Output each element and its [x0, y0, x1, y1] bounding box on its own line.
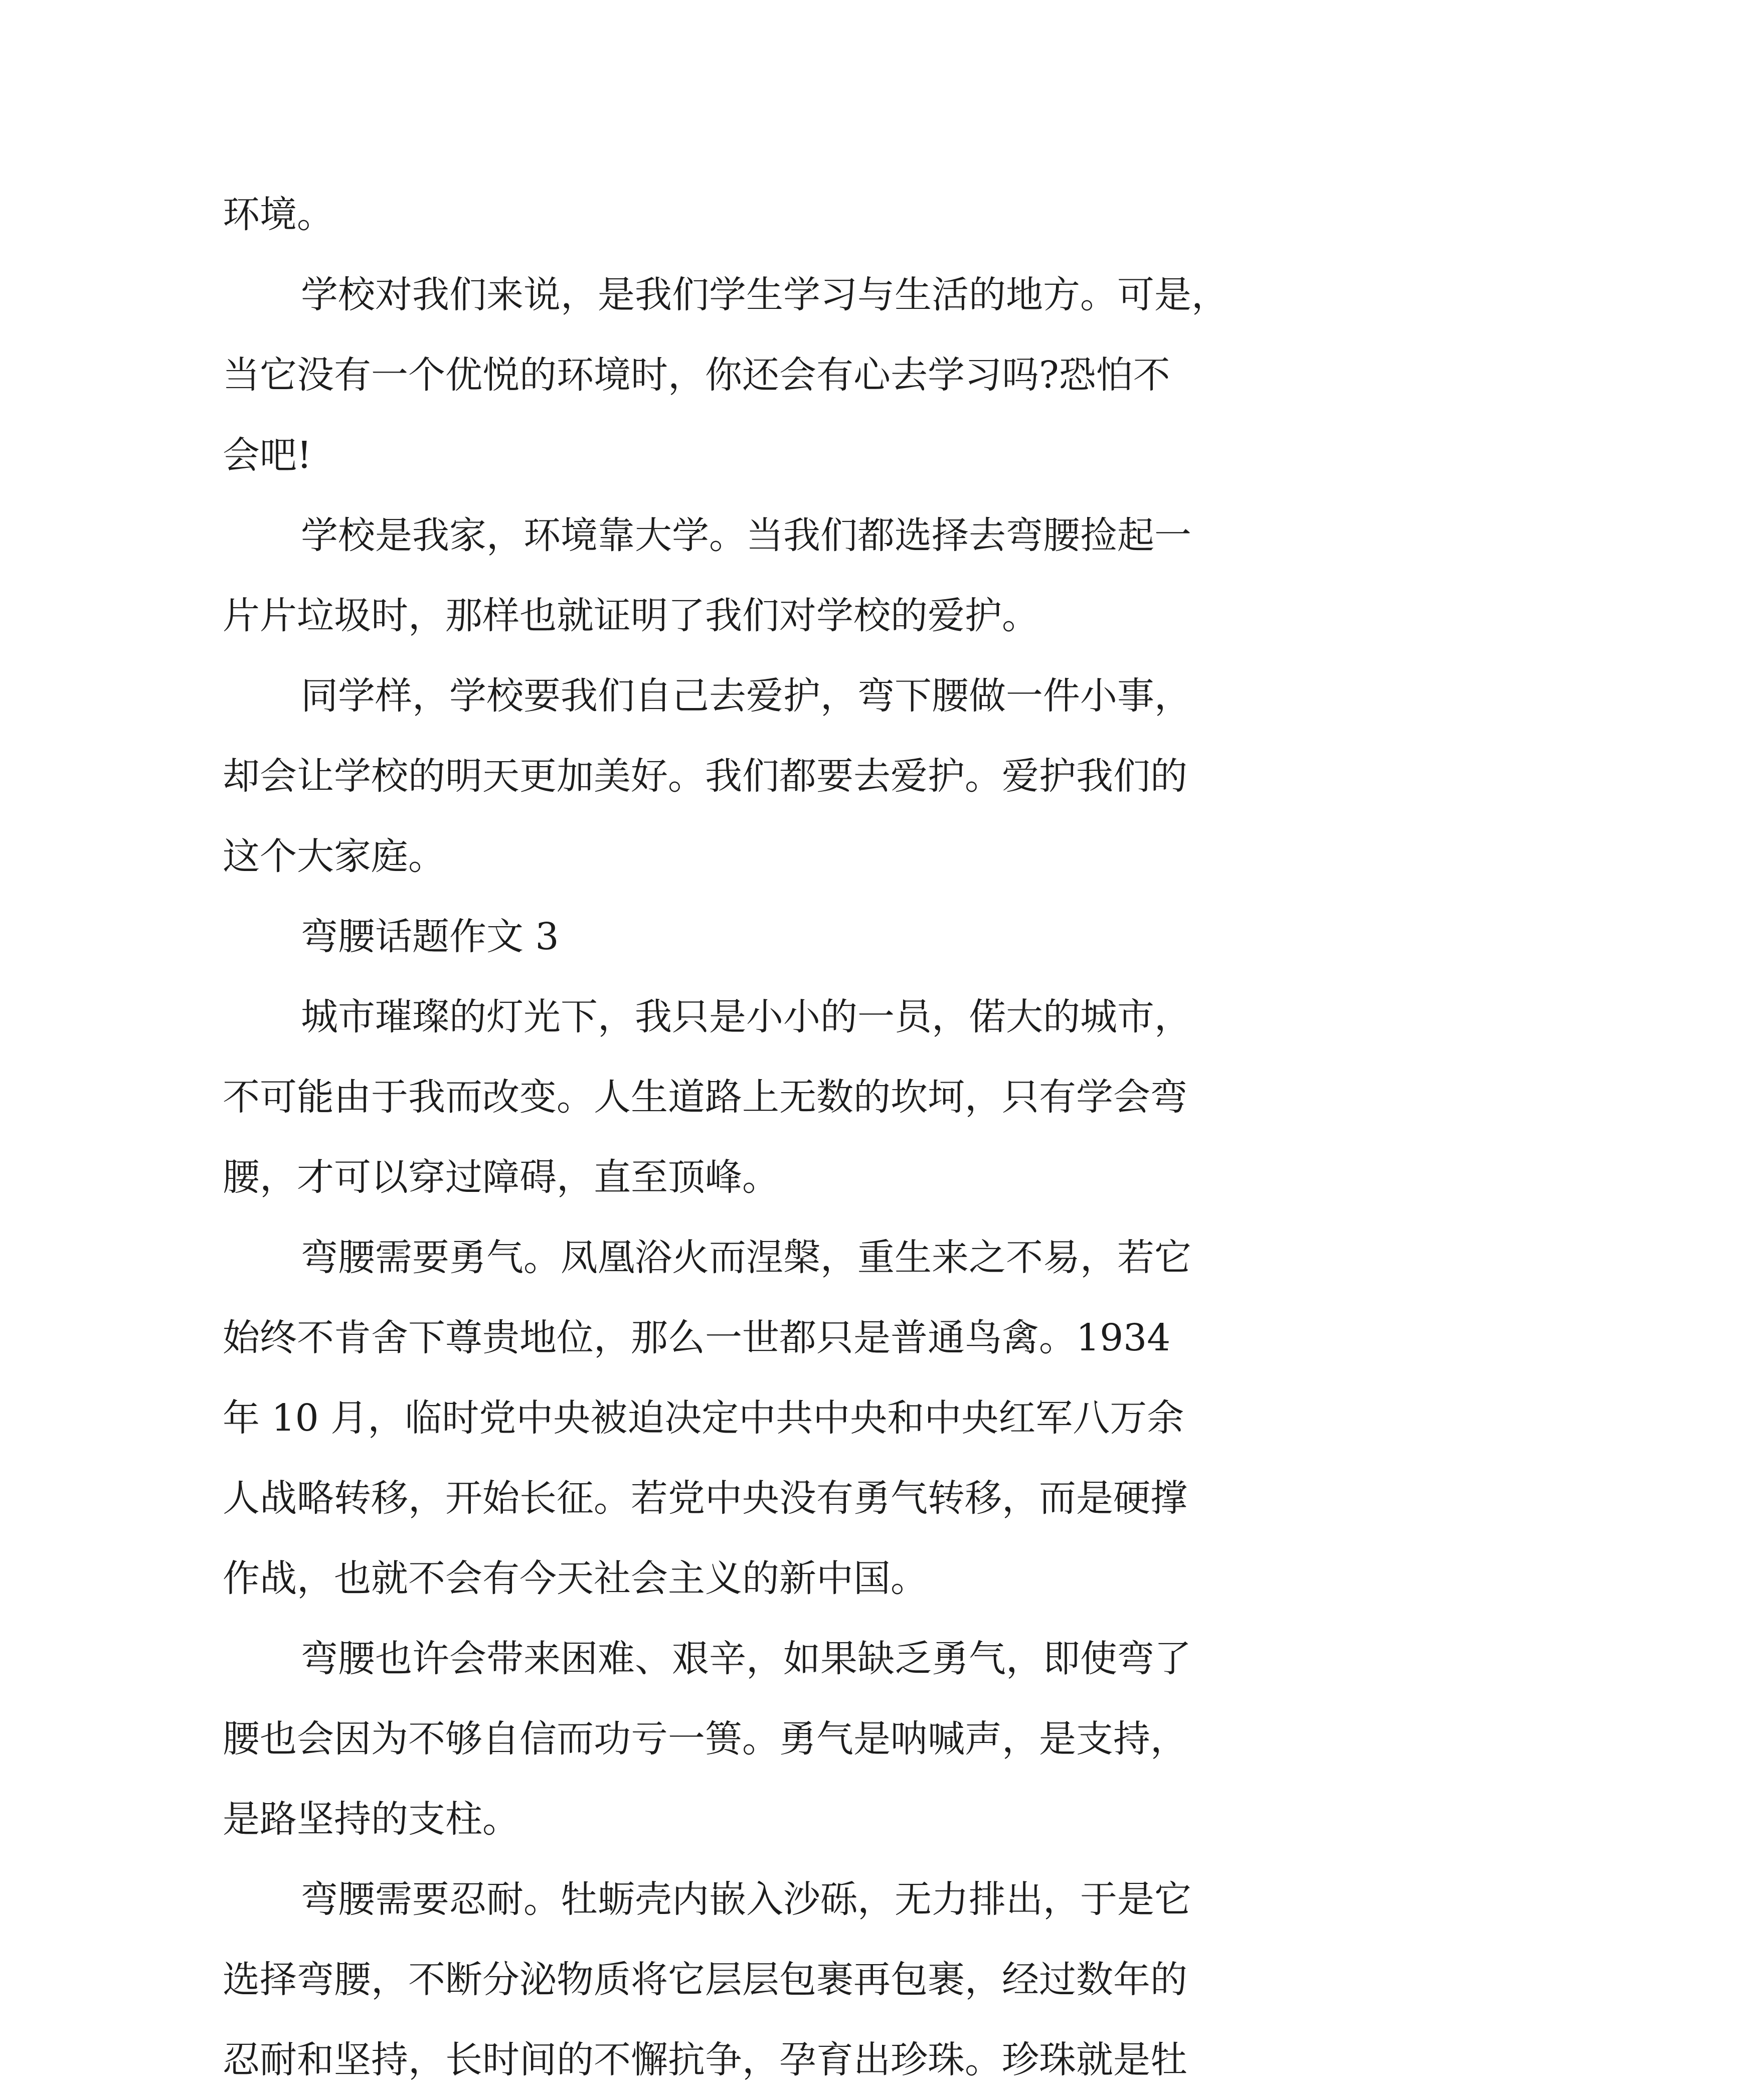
line-text: 忍耐和坚持，长时间的不懈抗争，孕育出珍珠。珍珠就是牡 [223, 2038, 1187, 2081]
line-text: 这个大家庭。 [223, 835, 445, 878]
text-line [0, 335, 1674, 415]
line-text: 弯腰需要忍耐。牡蛎壳内嵌入沙砾，无力排出，于是它 [301, 1878, 1191, 1921]
section-heading [0, 897, 1752, 977]
text-line [0, 1779, 1674, 1859]
text-line [0, 1458, 1674, 1538]
text-line [0, 1940, 1674, 2020]
line-text: 学校对我们来说，是我们学生学习与生活的地方。可是， [301, 273, 1229, 316]
paragraph-first-line [0, 255, 1752, 335]
line-text: 不可能由于我而改变。人生道路上无数的坎坷，只有学会弯 [223, 1076, 1187, 1119]
paragraph-first-line [0, 977, 1752, 1057]
text-line [0, 1699, 1674, 1779]
text-line [0, 576, 1674, 656]
paragraph-first-line [0, 656, 1752, 736]
text-line [0, 2020, 1674, 2081]
text-line [0, 1137, 1674, 1217]
line-text: 选择弯腰，不断分泌物质将它层层包裹再包裹，经过数年的 [223, 1958, 1187, 2001]
text-line [0, 1538, 1674, 1619]
line-text: 同学样，学校要我们自己去爱护，弯下腰做一件小事， [301, 674, 1191, 718]
line-text: 腰，才可以穿过障碍，直至顶峰。 [223, 1156, 779, 1199]
line-text: 始终不肯舍下尊贵地位，那么一世都只是普通鸟禽。1934 [223, 1316, 1171, 1359]
text-line [0, 415, 1674, 495]
text-line [0, 1298, 1674, 1378]
line-text: 城市璀璨的灯光下，我只是小小的一员，偌大的城市， [301, 995, 1191, 1038]
paragraph-first-line [0, 495, 1752, 576]
paragraph-first-line [0, 1217, 1752, 1298]
line-text: 片片垃圾时，那样也就证明了我们对学校的爱护。 [223, 594, 1039, 637]
line-text: 是路坚持的支柱。 [223, 1798, 519, 1841]
line-text: 学校是我家，环境靠大学。当我们都选择去弯腰捡起一 [301, 514, 1191, 557]
paragraph-first-line [0, 1619, 1752, 1699]
paragraph-first-line [0, 1859, 1752, 1940]
line-text: 却会让学校的明天更加美好。我们都要去爱护。爱护我们的 [223, 755, 1187, 798]
text-line [0, 816, 1674, 897]
text-line [0, 174, 1674, 255]
line-text: 环境。 [223, 193, 334, 236]
text-line [0, 736, 1674, 816]
line-text: 会吧! [223, 434, 312, 477]
text-line [0, 1057, 1674, 1137]
line-text: 作战，也就不会有今天社会主义的新中国。 [223, 1557, 928, 1600]
line-text: 腰也会因为不够自信而功亏一篑。勇气是呐喊声，是支持， [223, 1717, 1187, 1761]
heading-text: 弯腰话题作文 3 [301, 915, 559, 958]
line-text: 弯腰需要勇气。凤凰浴火而涅槃，重生来之不易，若它 [301, 1236, 1191, 1279]
line-text: 人战略转移，开始长征。若党中央没有勇气转移，而是硬撑 [223, 1477, 1187, 1520]
line-text: 当它没有一个优悦的环境时，你还会有心去学习吗?恐怕不 [223, 354, 1170, 397]
text-line [0, 1378, 1674, 1458]
line-text: 弯腰也许会带来困难、艰辛，如果缺乏勇气，即使弯了 [301, 1637, 1191, 1680]
line-text: 年 10 月，临时党中央被迫决定中共中央和中央红军八万余 [223, 1396, 1184, 1440]
